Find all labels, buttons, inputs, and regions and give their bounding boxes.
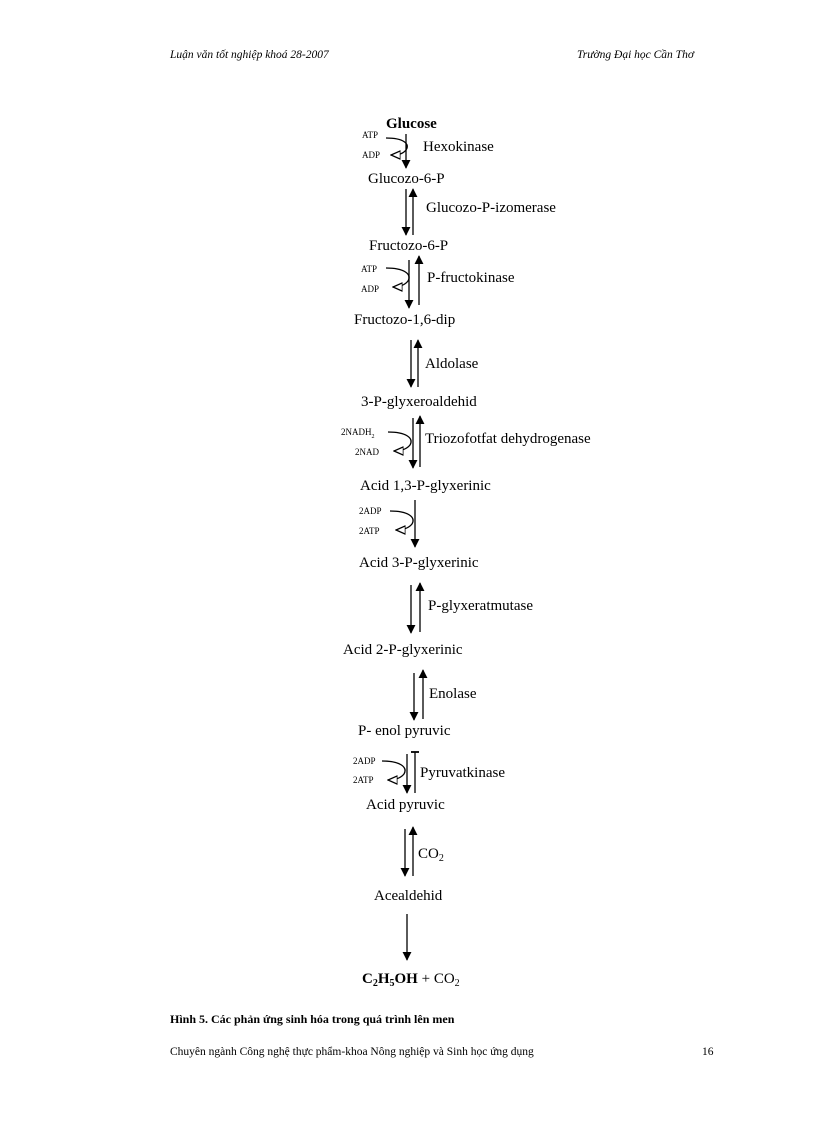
ethanol-oh: OH bbox=[394, 971, 418, 987]
enzyme-aldolase: Aldolase bbox=[425, 356, 479, 372]
enzyme-glucozo-p-izomerase: Glucozo-P-izomerase bbox=[426, 200, 556, 216]
cofactor-curve-9 bbox=[382, 761, 405, 780]
page-number: 16 bbox=[702, 1046, 714, 1058]
cofactor-curve-6 bbox=[390, 511, 413, 530]
cofactor-2atp-2: 2ATP bbox=[353, 775, 374, 785]
cofactor-2atp-1: 2ATP bbox=[359, 526, 380, 536]
compound-p-enol-pyruvic: P- enol pyruvic bbox=[358, 723, 451, 739]
compound-acid-3-p-glyxerinic: Acid 3-P-glyxerinic bbox=[359, 555, 479, 571]
enzyme-enolase: Enolase bbox=[429, 686, 477, 702]
cofactor-nad: 2NAD bbox=[355, 447, 379, 457]
compound-acid-pyruvic: Acid pyruvic bbox=[366, 797, 445, 813]
co2-label bbox=[418, 846, 444, 863]
compound-acealdehid: Acealdehid bbox=[374, 888, 443, 904]
co2-text: CO bbox=[418, 846, 439, 862]
cofactor-adp-1: ADP bbox=[362, 150, 381, 160]
cofactor-curve-1 bbox=[386, 138, 407, 155]
compound-fructozo-6-p: Fructozo-6-P bbox=[369, 238, 449, 254]
ethanol-h: H bbox=[377, 971, 390, 987]
cofactor-atp-1: ATP bbox=[362, 130, 379, 140]
cofactor-nadh bbox=[341, 427, 375, 440]
enzyme-hexokinase: Hexokinase bbox=[423, 139, 494, 155]
compound-3-p-glyxeroaldehid: 3-P-glyxeroaldehid bbox=[361, 394, 477, 410]
enzyme-p-glyxeratmutase: P-glyxeratmutase bbox=[428, 598, 533, 614]
compound-glucose: Glucose bbox=[386, 116, 437, 132]
header-university: Trường Đại học Cần Thơ bbox=[577, 49, 694, 61]
header-thesis-title: Luận văn tốt nghiệp khoá 28-2007 bbox=[170, 49, 329, 61]
nadh-subscript: 2 bbox=[371, 434, 375, 440]
co2-subscript: 2 bbox=[438, 853, 444, 864]
compound-fructozo-1-6-dip: Fructozo-1,6-dip bbox=[354, 312, 456, 328]
cofactor-atp-2: ATP bbox=[361, 264, 378, 274]
enzyme-p-fructokinase: P-fructokinase bbox=[427, 270, 515, 286]
ethanol-sub-1: 2 bbox=[372, 978, 378, 989]
figure-caption: Hình 5. Các phản ứng sinh hóa trong quá trình lên men bbox=[170, 1012, 455, 1026]
nadh-text: 2NADH bbox=[341, 427, 372, 437]
cofactor-curve-5 bbox=[388, 432, 411, 451]
plus-co: + CO bbox=[417, 971, 455, 987]
co-sub: 2 bbox=[454, 978, 460, 989]
final-product bbox=[362, 971, 460, 988]
cofactor-2adp-1: 2ADP bbox=[359, 506, 382, 516]
compound-acid-1-3-p-glyxerinic: Acid 1,3-P-glyxerinic bbox=[360, 478, 491, 494]
compound-acid-2-p-glyxerinic: Acid 2-P-glyxerinic bbox=[343, 642, 463, 658]
enzyme-triozofotfat-dehydrogenase: Triozofotfat dehydrogenase bbox=[425, 431, 591, 447]
compound-glucozo-6-p: Glucozo-6-P bbox=[368, 171, 445, 187]
cofactor-2adp-2: 2ADP bbox=[353, 756, 376, 766]
cofactor-adp-2: ADP bbox=[361, 284, 380, 294]
footer-department: Chuyên ngành Công nghệ thực phẩm-khoa Nông nghiệp và Sinh học ứng dụng bbox=[170, 1046, 534, 1058]
ethanol-sub-2: 5 bbox=[389, 978, 395, 989]
cofactor-curve-3 bbox=[386, 268, 409, 287]
ethanol-c: C bbox=[362, 971, 373, 987]
enzyme-pyruvatkinase: Pyruvatkinase bbox=[420, 765, 505, 781]
